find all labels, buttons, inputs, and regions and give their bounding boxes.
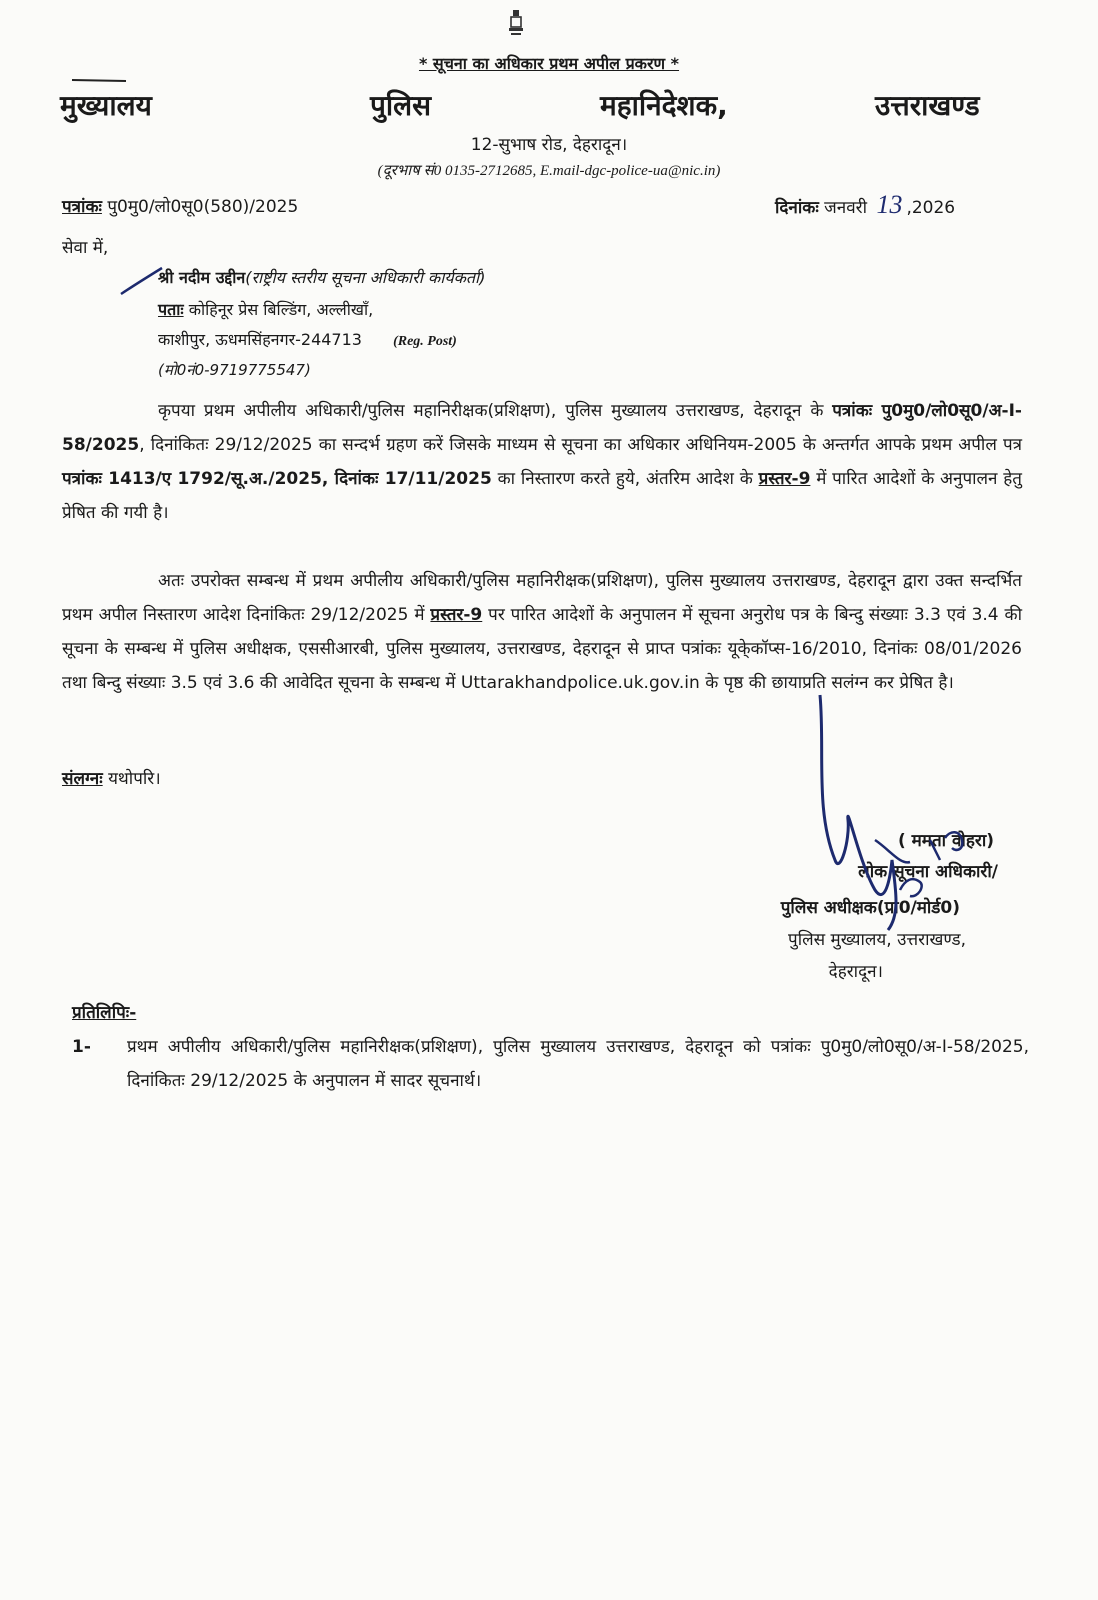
enclosure-line xyxy=(62,766,161,789)
signatory-line4: देहरादून। xyxy=(828,962,883,982)
para1-text-a: कृपया प्रथम अपीलीय अधिकारी/पुलिस महानिरीक्षक(प्रशिक्षण), पुलिस मुख्यालय उत्तराखण्ड, देहरादून के xyxy=(158,401,833,421)
header-word-hq: मुख्यालय xyxy=(60,89,152,122)
letter-date xyxy=(775,190,955,220)
address-line1: कोहिनूर प्रेस बिल्डिंग, अल्लीखाँ, xyxy=(188,300,374,319)
date-year: ,2026 xyxy=(906,198,956,218)
pen-mark xyxy=(70,76,130,84)
reference-label: पत्रांकः xyxy=(62,197,102,217)
para1-text-b: , दिनांकितः 29/12/2025 का सन्दर्भ ग्रहण करें जिसके माध्यम से सूचना का अधिकार अधिनियम-2005 के अन्तर्गत आपके प्रथम अपील पत्र xyxy=(139,435,1022,455)
para2-text-a: अतः उपरोक्त सम्बन्ध में प्रथम अपीलीय अधिकारी/पुलिस महानिरीक्षक(प्रशिक्षण), पुलिस मुख्यालय उत्तराखण्ड, देहरादून द्वारा उक्त सन्दर्भित प्रथम अपील निस्तारण आदेश दिनांकितः 29/12/2025 में xyxy=(62,571,1022,625)
header-word-uttarakhand: उत्तराखण्ड xyxy=(875,89,980,122)
rti-notice-title: * सूचना का अधिकार प्रथम अपील प्रकरण * xyxy=(418,54,680,73)
copy-item-number: 1- xyxy=(72,1037,91,1057)
copy-heading: प्रतिलिपिः- xyxy=(72,1003,137,1023)
date-month: जनवरी xyxy=(824,198,868,218)
signatory-line3: पुलिस मुख्यालय, उत्तराखण्ड, xyxy=(788,930,966,950)
post-type: (Reg. Post) xyxy=(393,334,457,349)
para1-clause: प्रस्तर-9 xyxy=(758,469,811,489)
salutation: सेवा में, xyxy=(62,238,109,258)
office-address: 12-सुभाष रोड, देहरादून। xyxy=(470,135,628,155)
reference-number: पु0मु0/लो0सू0(580)/2025 xyxy=(107,197,299,217)
para1-text-d: में पारित आदेशों के अनुपालन हेतु प्रेषित की गयी है। xyxy=(62,469,1022,523)
recipient-address-line1 xyxy=(158,296,373,324)
para1-appeal-ref: पत्रांकः 1413/ए 1792/सू.अ./2025, दिनांकः 17/11/2025 xyxy=(62,469,492,489)
para2-clause: प्रस्तर-9 xyxy=(430,605,483,625)
handwritten-signature xyxy=(780,690,990,950)
state-emblem-icon xyxy=(505,8,527,38)
body-paragraph-1 xyxy=(62,394,1022,530)
recipient-address-line2 xyxy=(158,326,457,356)
signatory-line2: पुलिस अधीक्षक(प्रा0/मोर्ड0) xyxy=(780,898,960,918)
contact-line: (दूरभाष सं0 0135-2712685, E.mail-dgc-police-ua@nic.in) xyxy=(377,163,721,179)
recipient-mobile: (मो0नं0-9719775547) xyxy=(158,361,311,379)
header-word-police: पुलिस xyxy=(370,89,432,122)
header-word-dg: महानिदेशक, xyxy=(600,89,728,122)
address-label: पताः xyxy=(158,300,184,319)
enclosure-label: संलग्नः xyxy=(62,769,103,789)
recipient-name-line xyxy=(158,264,485,292)
letter-reference xyxy=(62,194,298,217)
recipient-name: श्री नदीम उद्दीन xyxy=(158,268,246,287)
date-label: दिनांकः xyxy=(775,198,819,218)
address-line2: काशीपुर, ऊधमसिंहनगर-244713 xyxy=(158,330,362,349)
body-paragraph-2 xyxy=(62,564,1022,700)
enclosure-text: यथोपरि। xyxy=(102,769,161,789)
recipient-designation: (राष्ट्रीय स्तरीय सूचना अधिकारी कार्यकर्ता) xyxy=(245,268,486,287)
signatory-name: ( ममता वोहरा) xyxy=(897,831,994,851)
para1-ref-number: पत्रांकः पु0मु0/लो0सू0/अ-I-58/2025 xyxy=(62,401,1022,455)
copy-item-text: प्रथम अपीलीय अधिकारी/पुलिस महानिरीक्षक(प्रशिक्षण), पुलिस मुख्यालय उत्तराखण्ड, देहरादून को पत्रांकः पु0मु0/लो0सू0/अ-I-58/2025, दिनांकितः 29/12/2025 के अनुपालन में सादर सूचनार्थ। xyxy=(127,1037,1029,1091)
signatory-line1: लोक सूचना अधिकारी/ xyxy=(858,862,998,882)
para2-text-b: पर पारित आदेशों के अनुपालन में सूचना अनुरोध पत्र के बिन्दु संख्याः 3.3 एवं 3.4 की सूचना के सम्बन्ध में पुलिस अधीक्षक, एससीआरबी, पुलिस मुख्यालय, उत्तराखण्ड, देहरादून से प्राप्त पत्रांकः यूके्कॉप्स-16/2010, दिनांकः 08/01/2026 तथा बिन्दु संख्याः 3.5 एवं 3.6 की आवेदित सूचना के सम्बन्ध में Uttarakhandpolice.uk.gov.in के पृष्ठ की छायाप्रति सलंग्न कर प्रेषित है। xyxy=(62,605,1022,693)
date-day-handwritten: 13 xyxy=(876,190,903,219)
para1-text-c: का निस्तारण करते हुये, अंतरिम आदेश के xyxy=(491,469,759,489)
